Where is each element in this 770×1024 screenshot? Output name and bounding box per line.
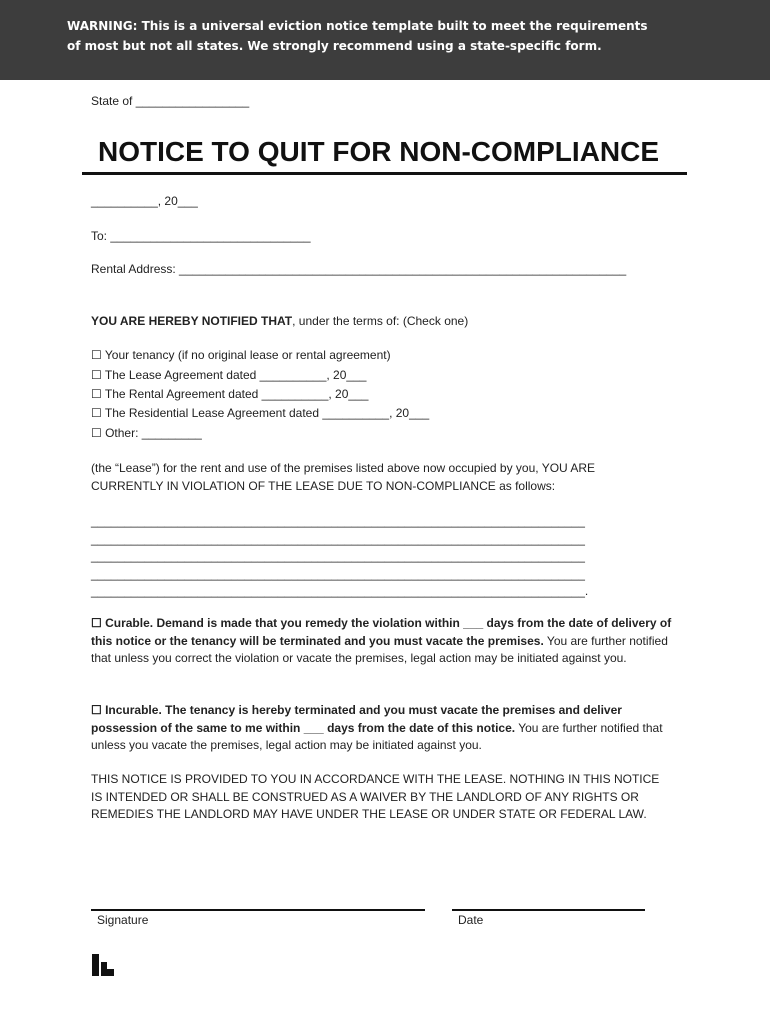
blank-line: __________________________________________________________________________	[91, 532, 585, 546]
curable-bold: ☐ Curable. Demand is made that you remedy the violation within ___ days from the date of delivery of this notice or the tenancy will be terminated and you must vacate the premises.	[91, 616, 672, 648]
blank-line: __________________________________________________________________________	[91, 567, 585, 581]
title-underline	[82, 172, 687, 175]
blank-line: __________________________________________________________________________	[91, 514, 585, 528]
brand-logo-icon	[92, 954, 114, 976]
page-title: NOTICE TO QUIT FOR NON-COMPLIANCE	[98, 136, 660, 167]
legal-disclaimer: THIS NOTICE IS PROVIDED TO YOU IN ACCORDANCE WITH THE LEASE. NOTHING IN THIS NOTICE IS INTENDED OR SHALL BE CONSTRUED AS A WAIVER BY THE LANDLORD OF ANY RIGHTS OR REMEDIES THE LANDLORD MAY HAVE UNDER THE LEASE OR UNDER STATE OR FEDERAL LAW.	[91, 772, 660, 821]
to-field: To: ______________________________	[91, 229, 311, 243]
notified-rest: , under the terms of: (Check one)	[292, 314, 469, 328]
option-other: ☐ Other: _________	[91, 426, 202, 440]
warning-banner	[0, 0, 770, 80]
state-field: State of _________________	[91, 94, 250, 108]
signature-label: Signature	[97, 913, 149, 927]
notified-bold: YOU ARE HEREBY NOTIFIED THAT	[91, 314, 293, 328]
curable-rest: You are further notified that unless you correct the violation or vacate the premises, legal action may be initiated against you.	[91, 633, 668, 665]
date-field: __________, 20___	[91, 194, 198, 208]
blank-line: __________________________________________________________________________	[91, 549, 585, 563]
warning-line-2: of most but not all states. We strongly recommend using a state-specific form.	[67, 39, 602, 53]
option-lease-agreement: ☐ The Lease Agreement dated __________, 20___	[91, 368, 367, 382]
warning-line-1: WARNING: This is a universal eviction notice template built to meet the requirements	[67, 19, 648, 33]
lease-line-1: (the “Lease”) for the rent and use of the premises listed above now occupied by you, YOU ARE	[91, 461, 596, 475]
blank-line: __________________________________________________________________________.	[91, 584, 589, 598]
option-rental-agreement: ☐ The Rental Agreement dated __________, 20___	[91, 387, 369, 401]
date-label: Date	[458, 913, 484, 927]
incurable-bold: ☐ Incurable. The tenancy is hereby terminated and you must vacate the premises and deliver possession of the same to me within ___ days from the date of this notice.	[91, 703, 622, 735]
date-line	[452, 909, 645, 911]
curable-clause	[91, 615, 691, 668]
incurable-rest: You are further notified that unless you vacate the premises, legal action may be initiated against you.	[91, 720, 663, 752]
rental-address-field: Rental Address: ___________________________________________________________________	[91, 262, 627, 276]
option-tenancy: ☐ Your tenancy (if no original lease or rental agreement)	[91, 348, 391, 362]
option-residential-lease: ☐ The Residential Lease Agreement dated __________, 20___	[91, 406, 430, 420]
incurable-clause	[91, 702, 691, 755]
lease-line-2: CURRENTLY IN VIOLATION OF THE LEASE DUE TO NON-COMPLIANCE as follows:	[91, 479, 556, 493]
notified-statement	[91, 314, 468, 328]
signature-line	[91, 909, 425, 911]
